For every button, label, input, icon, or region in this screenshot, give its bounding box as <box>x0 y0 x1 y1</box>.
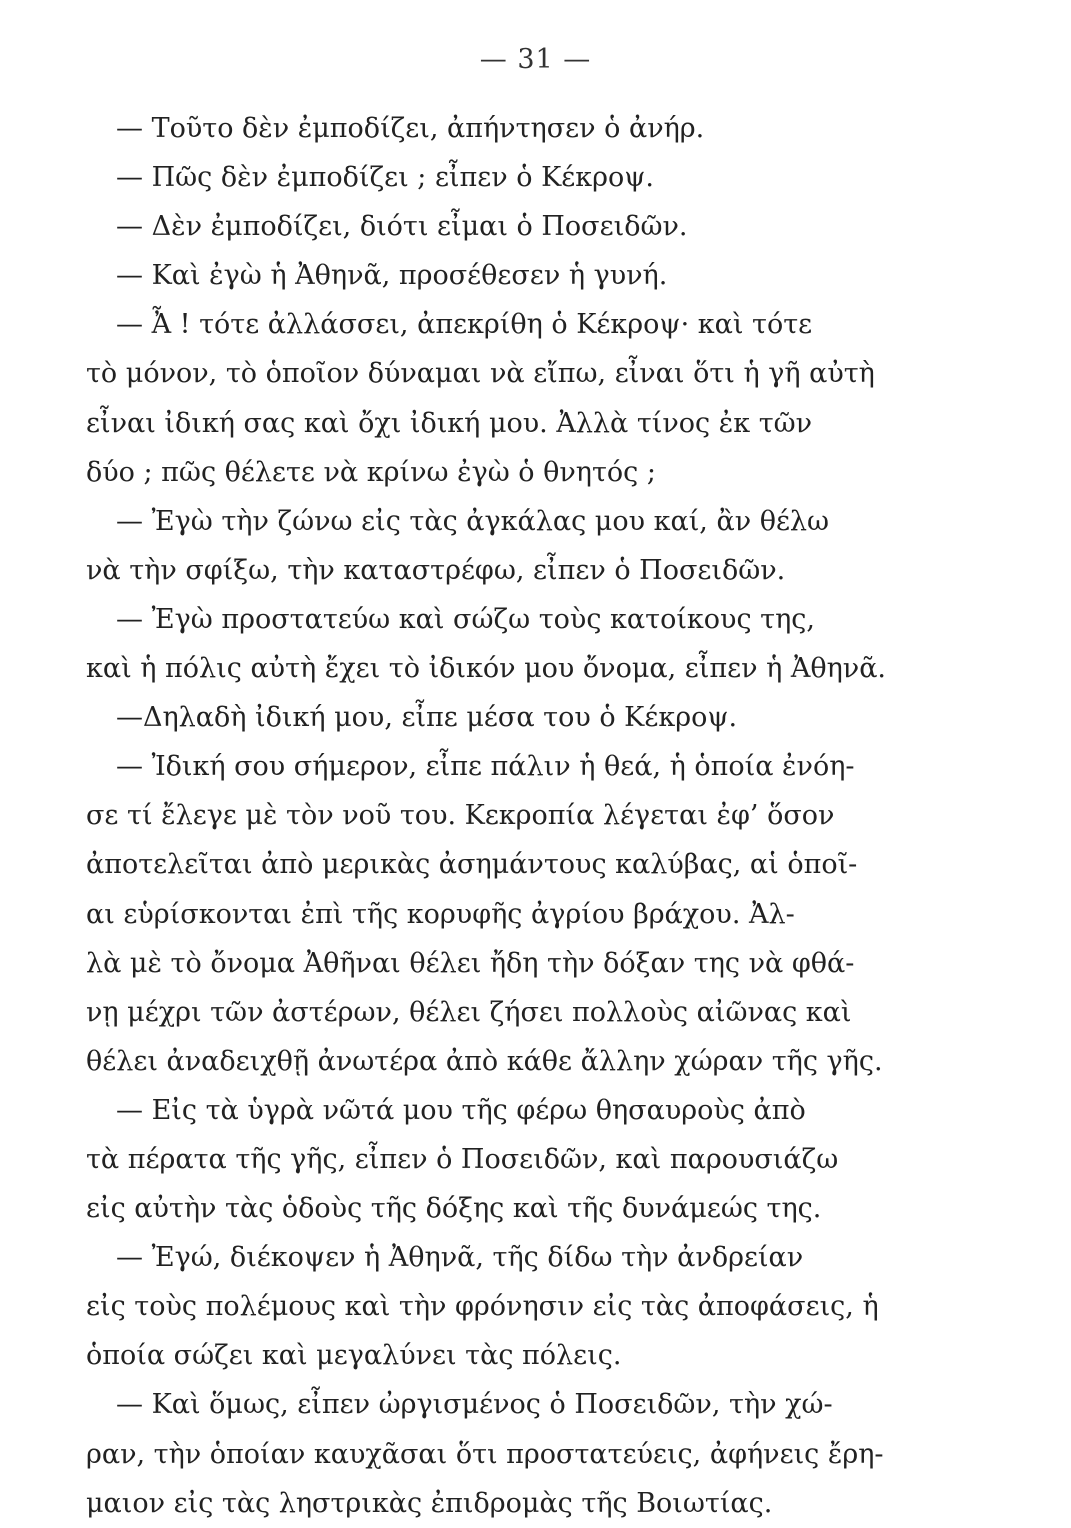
text-line: —Δηλαδὴ ἰδική μου, εἶπε μέσα του ὁ Κέκροψ. <box>116 702 738 734</box>
text-line: εἶναι ἰδική σας καὶ ὄχι ἰδική μου. Ἀλλὰ τίνος ἐκ τῶν <box>86 407 813 439</box>
text-line: τὰ πέρατα τῆς γῆς, εἶπεν ὁ Ποσειδῶν, καὶ παρουσιάζω <box>86 1143 839 1175</box>
text-line: — Ἐγώ, διέκοψεν ἡ Ἀθηνᾶ, τῆς δίδω τὴν ἀνδρείαν <box>116 1242 804 1274</box>
text-line: — Τοῦτο δὲν ἐμποδίζει, ἀπήντησεν ὁ ἀνήρ. <box>116 113 705 144</box>
text-line: θέλει ἀναδειχθῇ ἀνωτέρα ἀπὸ κάθε ἄλλην χώραν τῆς γῆς. <box>86 1045 883 1077</box>
text-line: λὰ μὲ τὸ ὄνομα Ἀθῆναι θέλει ἤδη τὴν δόξαν της νὰ φθά- <box>86 947 855 979</box>
text-line: — Πῶς δὲν ἐμποδίζει ; εἶπεν ὁ Κέκροψ. <box>116 162 654 194</box>
text-line: δύο ; πῶς θέλετε νὰ κρίνω ἐγὼ ὁ θνητός ; <box>86 456 656 488</box>
text-line: αι εὑρίσκονται ἐπὶ τῆς κορυφῆς ἀγρίου βράχου. Ἀλ- <box>86 898 795 930</box>
text-line: ραν, τὴν ὁποίαν καυχᾶσαι ὅτι προστατεύεις, ἀφήνεις ἔρη- <box>86 1438 884 1470</box>
page-text <box>86 104 896 1528</box>
text-line: — Καὶ ἐγὼ ἡ Ἀθηνᾶ, προσέθεσεν ἡ γυνή. <box>116 260 668 292</box>
text-line: νῃ μέχρι τῶν ἀστέρων, θέλει ζήσει πολλοὺς αἰῶνας καὶ <box>86 996 852 1028</box>
text-line: ἀποτελεῖται ἀπὸ μερικὰς ἀσημάντους καλύβας, αἱ ὁποῖ- <box>86 849 858 881</box>
text-line: τὸ μόνον, τὸ ὁποῖον δύναμαι νὰ εἴπω, εἶναι ὅτι ἡ γῆ αὐτὴ <box>86 358 875 390</box>
text-line: — Εἰς τὰ ὑγρὰ νῶτά μου τῆς φέρω θησαυροὺς ἀπὸ <box>116 1094 806 1126</box>
page-number: — 31 — <box>479 44 592 75</box>
text-line: — Ἐγὼ τὴν ζώνω εἰς τὰς ἀγκάλας μου καί, ἂν θέλω <box>116 505 830 537</box>
text-line: καὶ ἡ πόλις αὐτὴ ἔχει τὸ ἰδικόν μου ὄνομα, εἶπεν ἡ Ἀθηνᾶ. <box>86 653 887 685</box>
text-line: ὁποία σώζει καὶ μεγαλύνει τὰς πόλεις. <box>86 1340 622 1372</box>
text-line: μαιον εἰς τὰς ληστρικὰς ἐπιδρομὰς τῆς Βοιωτίας. <box>86 1487 773 1519</box>
text-line: — Ἐγὼ προστατεύω καὶ σώζω τοὺς κατοίκους της, <box>116 603 815 635</box>
text-line: — Καὶ ὅμως, εἶπεν ὠργισμένος ὁ Ποσειδῶν, τὴν χώ- <box>116 1389 833 1421</box>
text-line: — Ἆ ! τότε ἀλλάσσει, ἀπεκρίθη ὁ Κέκροψ· καὶ τότε <box>116 309 813 341</box>
text-line: — Ἰδική σου σήμερον, εἶπε πάλιν ἡ θεά, ἡ ὁποία ἐνόη- <box>116 751 855 783</box>
text-line: σε τί ἔλεγε μὲ τὸν νοῦ του. Κεκροπία λέγεται ἐφ’ ὅσον <box>86 800 835 832</box>
text-line: εἰς τοὺς πολέμους καὶ τὴν φρόνησιν εἰς τὰς ἀποφάσεις, ἡ <box>86 1291 879 1323</box>
text-line: — Δὲν ἐμποδίζει, διότι εἶμαι ὁ Ποσειδῶν. <box>116 211 688 243</box>
text-line: εἰς αὐτὴν τὰς ὁδοὺς τῆς δόξης καὶ τῆς δυνάμεώς της. <box>86 1193 822 1225</box>
text-line: νὰ τὴν σφίξω, τὴν καταστρέφω, εἶπεν ὁ Ποσειδῶν. <box>86 554 786 586</box>
